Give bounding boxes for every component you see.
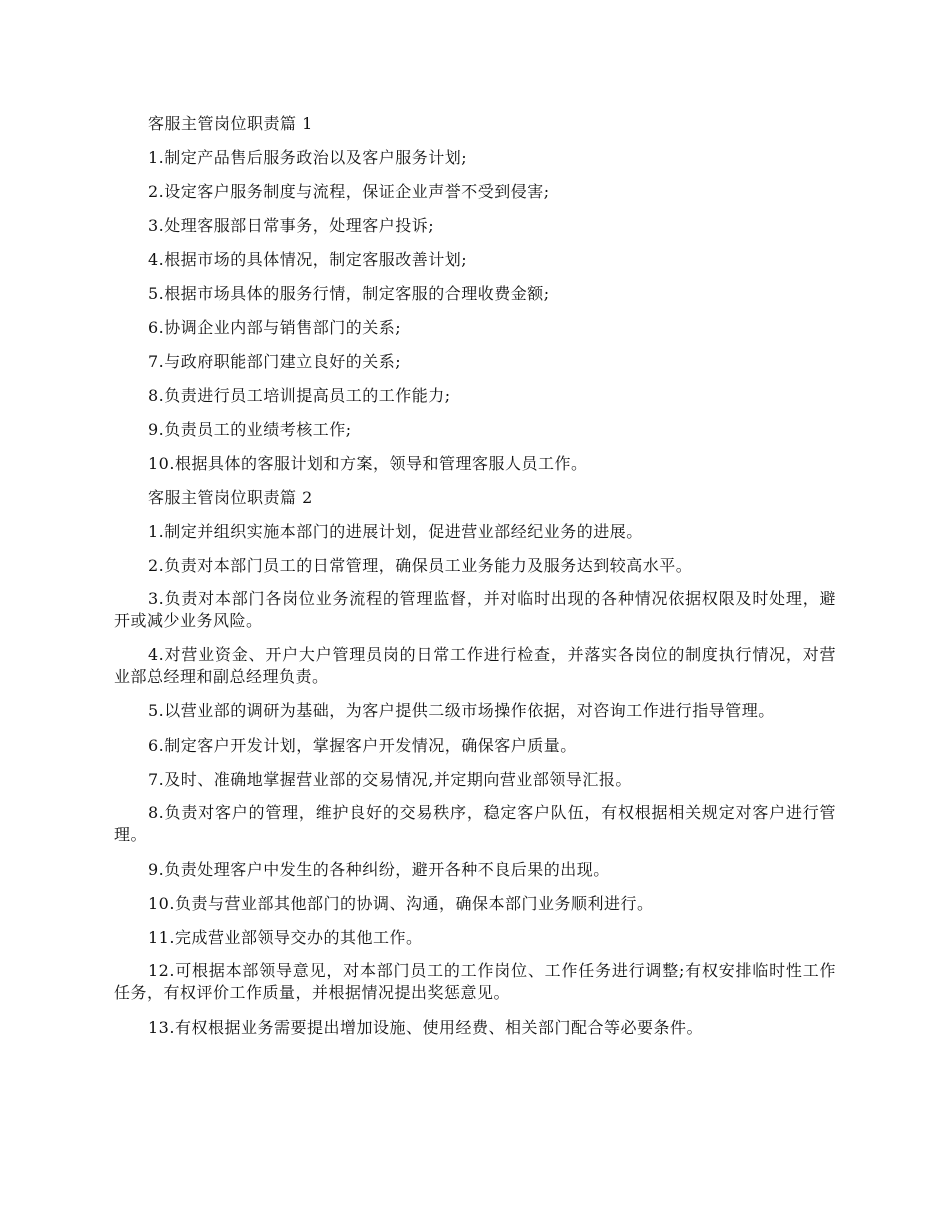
list-item: 2.设定客户服务制度与流程，保证企业声誉不受到侵害; bbox=[148, 182, 550, 201]
list-item: 10.根据具体的客服计划和方案，领导和管理客服人员工作。 bbox=[148, 454, 588, 473]
list-item: 2.负责对本部门员工的日常管理，确保员工业务能力及服务达到较高水平。 bbox=[148, 556, 693, 575]
list-item: 3.处理客服部日常事务，处理客户投诉; bbox=[148, 216, 435, 235]
section-title: 客服主管岗位职责篇 2 bbox=[148, 488, 313, 507]
list-item: 3.负责对本部门各岗位业务流程的管理监督，并对临时出现的各种情况依据权限及时处理，避开或减少业务风险。 bbox=[114, 589, 836, 630]
list-item: 7.及时、准确地掌握营业部的交易情况,并定期向营业部领导汇报。 bbox=[148, 770, 632, 789]
list-item: 11.完成营业部领导交办的其他工作。 bbox=[148, 928, 423, 947]
list-item: 6.协调企业内部与销售部门的关系; bbox=[148, 318, 402, 337]
list-item: 5.以营业部的调研为基础，为客户提供二级市场操作依据，对咨询工作进行指导管理。 bbox=[148, 701, 775, 720]
section-title: 客服主管岗位职责篇 1 bbox=[148, 114, 313, 133]
list-item: 1.制定并组织实施本部门的进展计划，促进营业部经纪业务的进展。 bbox=[148, 522, 643, 541]
list-item: 9.负责处理客户中发生的各种纠纷，避开各种不良后果的出现。 bbox=[148, 860, 610, 879]
list-item: 1.制定产品售后服务政治以及客户服务计划; bbox=[148, 148, 468, 167]
list-item: 4.对营业资金、开户大户管理员岗的日常工作进行检查，并落实各岗位的制度执行情况，对营业部总经理和副总经理负责。 bbox=[114, 645, 836, 686]
list-item: 10.负责与营业部其他部门的协调、沟通，确保本部门业务顺利进行。 bbox=[148, 894, 654, 913]
list-item: 8.负责进行员工培训提高员工的工作能力; bbox=[148, 386, 451, 405]
list-item: 7.与政府职能部门建立良好的关系; bbox=[148, 352, 402, 371]
list-item: 8.负责对客户的管理，维护良好的交易秩序，稳定客户队伍，有权根据相关规定对客户进行管理。 bbox=[114, 803, 836, 844]
list-item: 5.根据市场具体的服务行情，制定客服的合理收费金额; bbox=[148, 284, 550, 303]
list-item: 4.根据市场的具体情况，制定客服改善计划; bbox=[148, 250, 468, 269]
section-2 bbox=[114, 486, 836, 1040]
section-1 bbox=[114, 112, 836, 476]
document-body bbox=[114, 112, 836, 1050]
list-item: 12.可根据本部领导意见，对本部门员工的工作岗位、工作任务进行调整;有权安排临时性工作任务，有权评价工作质量，并根据情况提出奖惩意见。 bbox=[114, 961, 836, 1002]
list-item: 13.有权根据业务需要提出增加设施、使用经费、相关部门配合等必要条件。 bbox=[148, 1018, 703, 1037]
list-item: 9.负责员工的业绩考核工作; bbox=[148, 420, 352, 439]
list-item: 6.制定客户开发计划，掌握客户开发情况，确保客户质量。 bbox=[148, 736, 577, 755]
